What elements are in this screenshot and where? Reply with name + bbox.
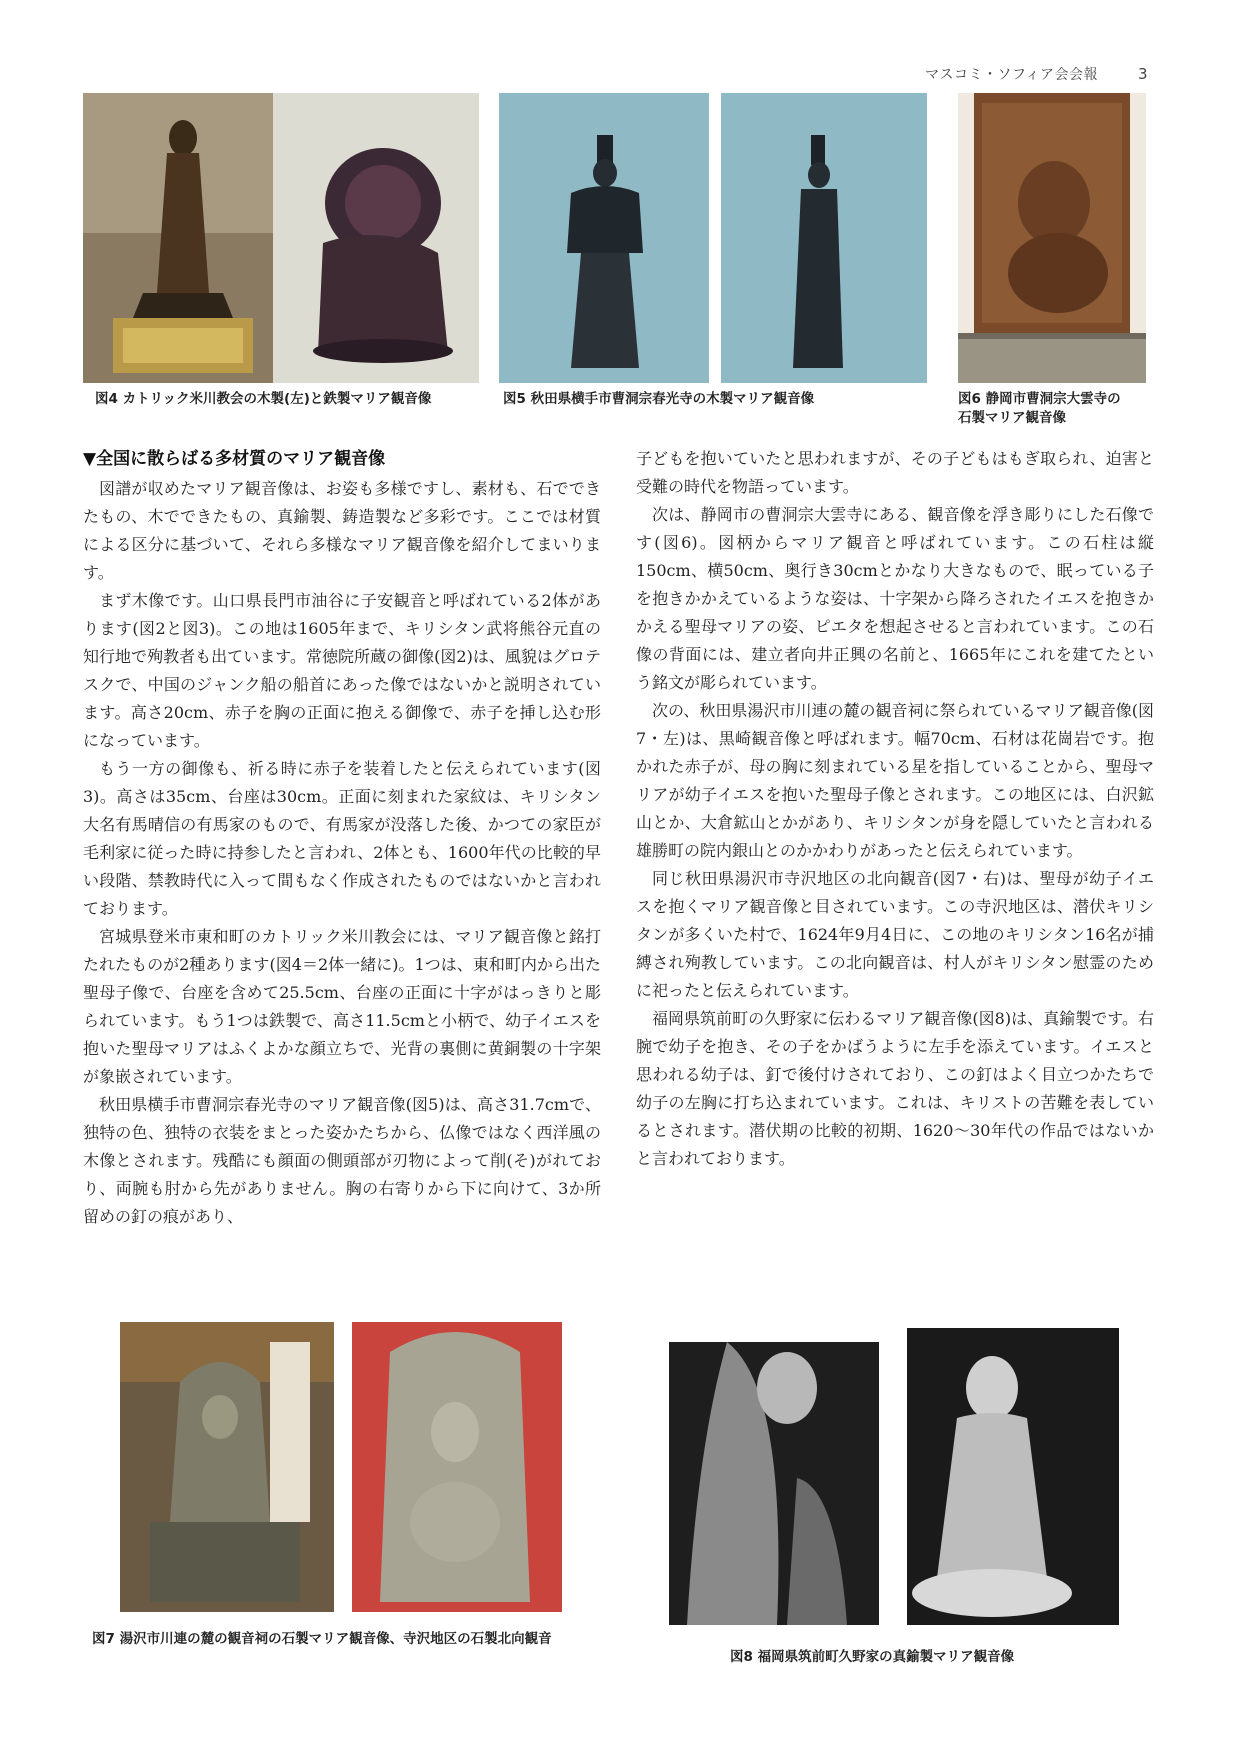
fig6-caption-line1: 図6 静岡市曹洞宗大雲寺の: [958, 391, 1121, 407]
fig7-photo: [120, 1322, 562, 1612]
left-paragraph-3: もう一方の御像も、祈る時に赤子を装着したと伝えられています(図3)。高さは35cm、台座は30cm。正面に刻まれた家紋は、キリシタン大名有馬晴信の有馬家のもので、有馬家が没落した後、かつての家臣が毛利家に従った時に持参したと言われ、2体とも、1600年代の比較的早い段階、禁教時代に入って間もなく作成されたものではないかと言われております。: [83, 759, 601, 918]
fig4-photo: [83, 93, 479, 383]
fig4-caption: 図4 カトリック米川教会の木製(左)と鉄製マリア観音像: [95, 391, 432, 407]
left-paragraph-4: 宮城県登米市東和町のカトリック米川教会には、マリア観音像と銘打たれたものが2種あります(図4＝2体一緒に)。1つは、東和町内から出た聖母子像で、台座を含めて25.5cm、台座の正面に十字がはっきりと彫られています。もう1つは鉄製で、高さ11.5cmと小柄で、幼子イエスを抱いた聖母マリアはふくよかな顔立ちで、光背の裏側に黄銅製の十字架が象嵌されています。: [83, 927, 601, 1086]
fig8-caption: 図8 福岡県筑前町久野家の真鍮製マリア観音像: [730, 1649, 1015, 1665]
right-paragraph-4: 福岡県筑前町の久野家に伝わるマリア観音像(図8)は、真鍮製です。右腕で幼子を抱き、その子をかばうように左手を添えています。イエスと思われる幼子は、釘で後付けされており、この釘はよく目立つかたちで幼子の左胸に打ち込まれています。これは、キリストの苦難を表しているとされます。潜伏期の比較的初期、1620〜30年代の作品ではないかと言われております。: [636, 1009, 1154, 1168]
page-header: [925, 64, 1148, 84]
publication-title: マスコミ・ソフィア会会報: [925, 67, 1098, 83]
fig7-caption: 図7 湯沢市川連の麓の観音祠の石製マリア観音像、寺沢地区の石製北向観音: [92, 1631, 552, 1647]
left-paragraph-2: まず木像です。山口県長門市油谷に子安観音と呼ばれている2体があります(図2と図3)。この地は1605年まで、キリシタン武将熊谷元直の知行地で殉教者も出ています。常徳院所蔵の御像(図2)は、風貌はグロテスクで、中国のジャンク船の船首にあった像ではないかと説明されています。高さ20cm、赤子を胸の正面に抱える御像で、赤子を挿し込む形になっています。: [83, 591, 601, 750]
fig5-photo: [493, 93, 933, 383]
fig6-caption-line2: 石製マリア観音像: [958, 410, 1066, 426]
left-paragraph-5: 秋田県横手市曹洞宗春光寺のマリア観音像(図5)は、高さ31.7cmで、独特の色、独特の衣装をまとった姿かたちから、仏像ではなく西洋風の木像とされます。残酷にも顔面の側頭部が刃物によって削(そ)がれており、両腕も肘から先がありません。胸の右寄りから下に向けて、3か所留めの釘の痕があり、: [83, 1095, 601, 1226]
right-paragraph-3: 同じ秋田県湯沢市寺沢地区の北向観音(図7・右)は、聖母が幼子イエスを抱くマリア観音像と目されています。この寺沢地区は、潜伏キリシタンが多くいた村で、1624年9月4日に、この地のキリシタン16名が捕縛され殉教しています。この北向観音は、村人がキリシタン慰霊のために祀ったと伝えられています。: [636, 869, 1154, 1000]
article-right-column: [636, 445, 1154, 1173]
fig6-caption: [958, 390, 1121, 428]
article-left-column: [83, 445, 601, 1231]
fig6-photo: [958, 93, 1146, 383]
fig5-caption: 図5 秋田県横手市曹洞宗春光寺の木製マリア観音像: [503, 391, 815, 407]
left-paragraph-1: 図譜が収めたマリア観音像は、お姿も多様ですし、素材も、石でできたもの、木でできたもの、真鍮製、鋳造製など多彩です。ここでは材質による区分に基づいて、それら多様なマリア観音像を紹介してまいります。: [83, 479, 601, 582]
fig8-photo: [667, 1328, 1119, 1625]
right-paragraph-2: 次の、秋田県湯沢市川連の麓の観音祠に祭られているマリア観音像(図7・左)は、黒崎観音像と呼ばれます。幅70cm、石材は花崗岩です。抱かれた赤子が、母の胸に刻まれている星を指していることから、聖母マリアが幼子イエスを抱いた聖母子像とされます。この地区には、白沢鉱山とか、大倉鉱山とかがあり、キリシタンが身を隠していたと言われる雄勝町の院内銀山とのかかわりがあったと伝えられています。: [636, 701, 1154, 860]
right-continuation: 子どもを抱いていたと思われますが、その子どもはもぎ取られ、迫害と受難の時代を物語っています。: [636, 449, 1154, 496]
section-heading: ▼全国に散らばる多材質のマリア観音像: [83, 449, 386, 469]
page-number: 3: [1137, 65, 1148, 83]
right-paragraph-1: 次は、静岡市の曹洞宗大雲寺にある、観音像を浮き彫りにした石像です(図6)。図柄からマリア観音と呼ばれています。この石柱は縦150cm、横50cm、奥行き30cmとかなり大きなもので、眠っている子を抱きかかえているような姿は、十字架から降ろされたイエスを抱きかかえる聖母マリアの姿、ピエタを想起させると言われています。この石像の背面には、建立者向井正興の名前と、1665年にこれを建てたという銘文が彫られています。: [636, 505, 1154, 692]
